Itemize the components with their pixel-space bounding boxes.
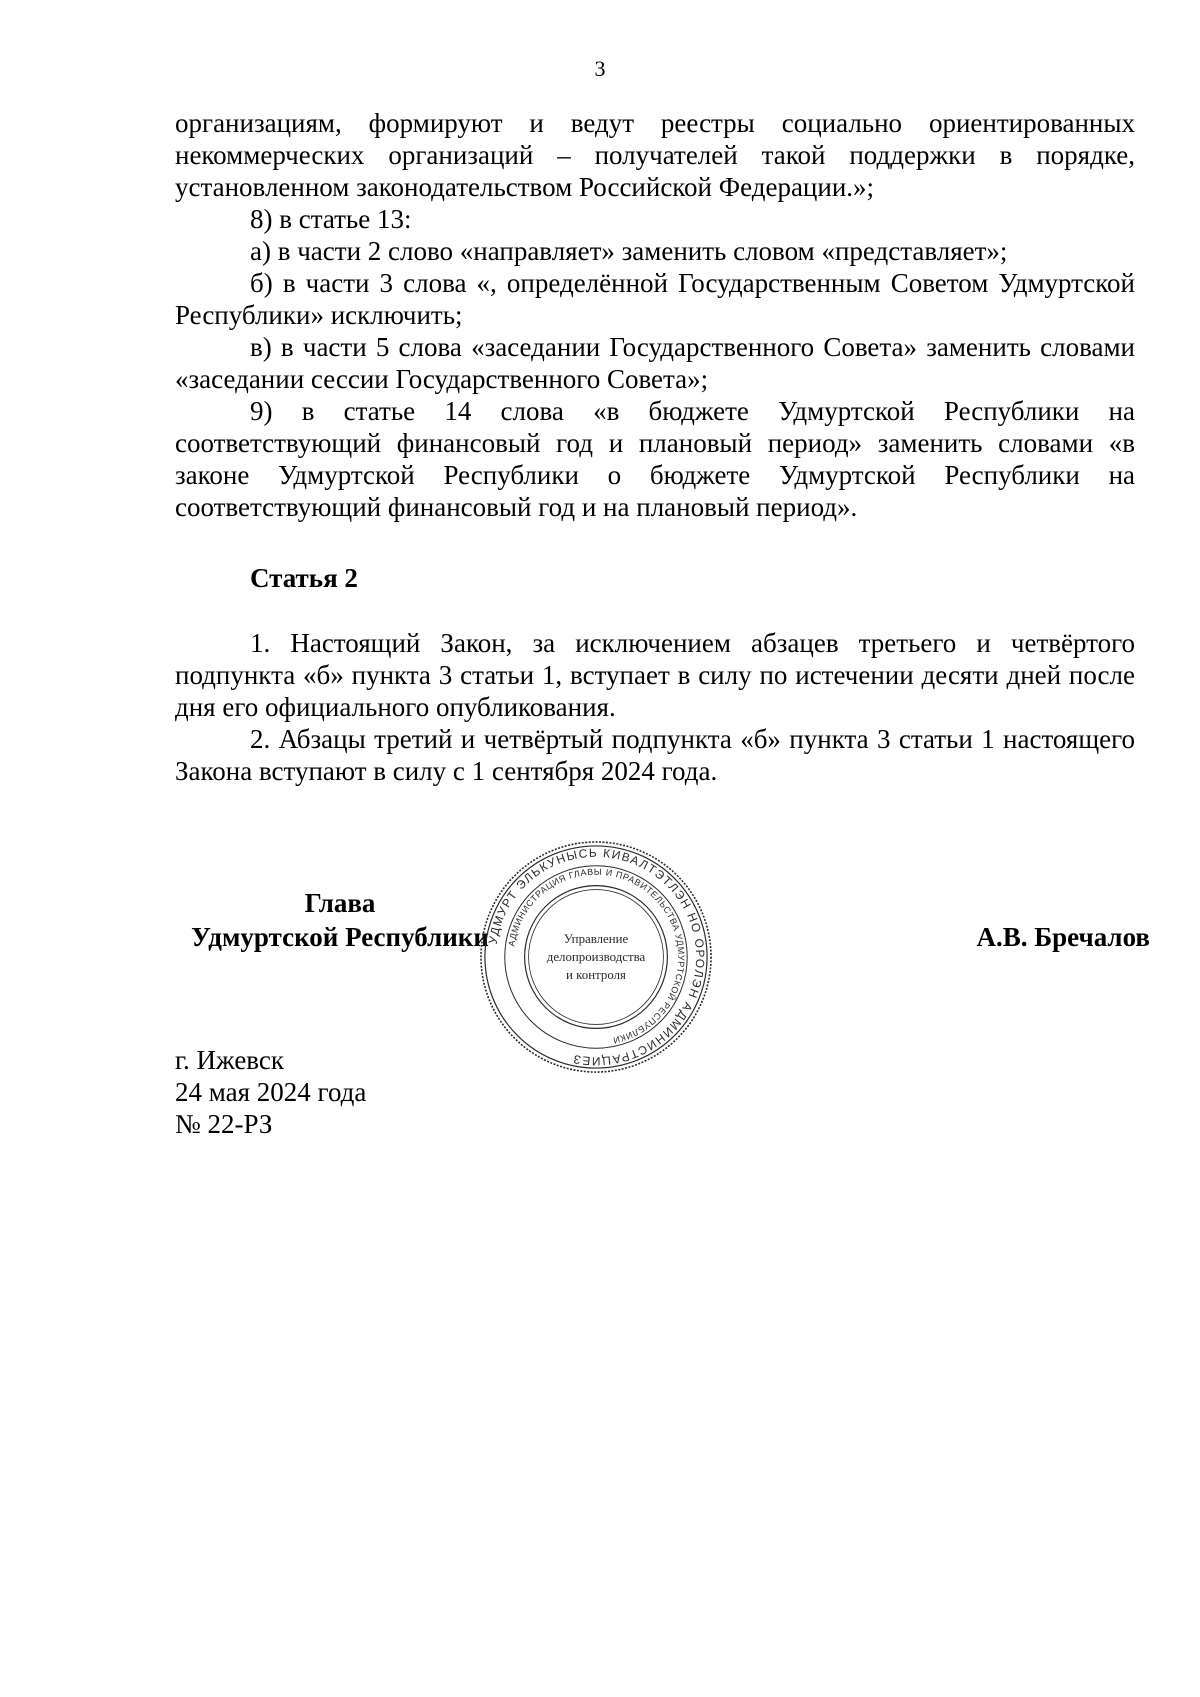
stamp-center-line: и контроля bbox=[566, 967, 626, 982]
signatory-title-line: Глава bbox=[304, 888, 376, 918]
paragraph: 9) в статье 14 слова «в бюджете Удмуртской Республики на соответствующий финансовый год и плановый период» заменить словами «в законе Удмуртской Республики о бюджете Удмуртской Республики на соответствующий финансовый год и на плановый период». bbox=[175, 396, 1135, 522]
article-paragraph: 2. Абзацы третий и четвёртый подпункта «б» пункта 3 статьи 1 настоящего Закона вступают в силу с 1 сентября 2024 года. bbox=[175, 724, 1135, 786]
page-number: 3 bbox=[594, 56, 606, 81]
official-stamp bbox=[477, 838, 715, 1076]
amendments-text bbox=[175, 107, 1135, 523]
place-of-signing: г. Ижевск bbox=[175, 1045, 285, 1075]
signatory-title bbox=[180, 886, 500, 954]
signatory-title-line: Удмуртской Республики bbox=[191, 922, 489, 952]
signatory-name: А.В. Бречалов bbox=[976, 922, 1150, 952]
paragraph: организациям, формируют и ведут реестры социально ориентированных некоммерческих организаций – получателей такой поддержки в порядке, установленном законодательством Российской Федерации.»; bbox=[175, 108, 1135, 202]
law-number: № 22-РЗ bbox=[175, 1109, 273, 1139]
stamp-outer-ring-text: УДМУРТ ЭЛЬКУНЫСЬ КИВАЛТЭТЛЭН НО ОРОЛЭН АДМИНИСТРАЦИЕЗ bbox=[485, 845, 708, 1069]
article-body bbox=[175, 627, 1135, 787]
article-heading: Статья 2 bbox=[250, 563, 358, 593]
paragraph: 8) в статье 13: bbox=[250, 204, 412, 234]
stamp-inner-ring-text: АДМИНИСТРАЦИЯ ГЛАВЫ И ПРАВИТЕЛЬСТВА УДМУРТСКОЙ РЕСПУБЛИКИ bbox=[506, 866, 687, 1046]
signing-date: 24 мая 2024 года bbox=[175, 1077, 367, 1107]
paragraph: в) в части 5 слова «заседании Государственного Совета» заменить словами «заседании сессии Государственного Совета»; bbox=[175, 332, 1135, 394]
stamp-center-line: Управление bbox=[563, 932, 629, 947]
stamp-center-line: делопроизводства bbox=[546, 949, 646, 964]
article-paragraph: 1. Настоящий Закон, за исключением абзацев третьего и четвёртого подпункта «б» пункта 3 статьи 1, вступает в силу по истечении десяти дней после дня его официального опубликования. bbox=[175, 628, 1135, 722]
document-footer bbox=[175, 1044, 366, 1140]
paragraph: а) в части 2 слово «направляет» заменить словом «представляет»; bbox=[250, 236, 1008, 266]
paragraph: б) в части 3 слова «, определённой Государственным Советом Удмуртской Республики» исключить; bbox=[175, 268, 1135, 330]
